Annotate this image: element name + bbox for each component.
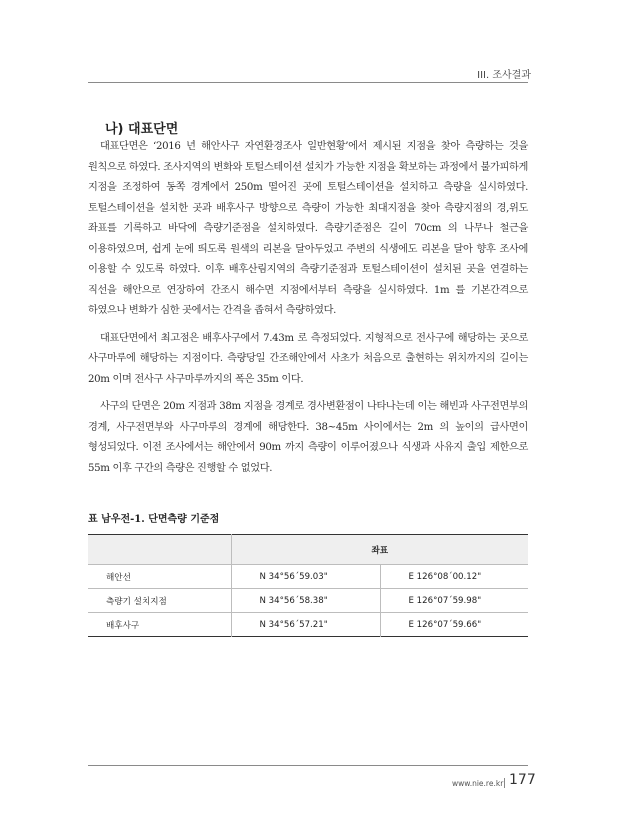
table-row: [88, 613, 528, 637]
longitude-cell: E 126°07´59.98": [380, 589, 528, 613]
latitude-cell: N 34°56´59.03": [231, 565, 380, 589]
survey-point-table: [88, 534, 528, 637]
table-row: [88, 589, 528, 613]
longitude-cell: E 126°07´59.66": [380, 613, 528, 637]
paragraph-2: 대표단면에서 최고점은 배후사구에서 7.43m 로 측정되었다. 지형적으로 전사구에 해당하는 곳으로 사구마루에 해당하는 지점이다. 측량당일 간조해안에서 사초가 처음으로 출현하는 위치까지의 길이는 20m 이며 전사구 사구마루까지의 폭은 35m 이다.: [88, 332, 528, 385]
footer-separator: [504, 778, 505, 788]
section-label: III. 조사결과: [477, 70, 531, 81]
table-header-row: [88, 535, 528, 565]
body-text: [88, 137, 528, 486]
latitude-cell: N 34°56´57.21": [231, 613, 380, 637]
footer-url: www.nie.re.kr: [452, 779, 504, 788]
latitude-cell: N 34°56´58.38": [231, 589, 380, 613]
header-empty-cell: [88, 535, 231, 565]
row-label: 측량기 설치지점: [106, 596, 167, 607]
table-caption: 표 남우전-1. 단면측량 기준점: [88, 514, 220, 525]
table-row: [88, 565, 528, 589]
paragraph-3: 사구의 단면은 20m 지점과 38m 지점을 경계로 경사변환점이 나타나는데 이는 해빈과 사구전면부의 경계, 사구전면부와 사구마루의 경계에 해당한다. 38~45m 사이에서는 2m 의 높이의 급사면이 형성되었다. 이전 조사에서는 해안에서 90m 까지 측량이 이루어졌으나 식생과 사유지 출입 제한으로 55m 이후 구간의 측량은 진행할 수 없었다.: [88, 401, 528, 474]
row-label: 해안선: [106, 572, 131, 583]
page-number: 177: [509, 772, 536, 788]
coordinate-header: 좌표: [231, 535, 528, 565]
footer-divider: [88, 765, 528, 766]
header-divider: [88, 82, 528, 83]
paragraph-1: 대표단면은 ‘2016 년 해안사구 자연환경조사 일반현황’에서 제시된 지점을 찾아 측량하는 것을 원칙으로 하였다. 조사지역의 변화와 토털스테이션 설치가 가능한 지점을 확보하는 과정에서 불가피하게 지점을 조정하여 동쪽 경계에서 250m 떨어진 곳에 토털스테이션을 설치하고 측량을 실시하였다. 토털스테이션을 설치한 곳과 배후사구 방향으로 측량이 가능한 최대지점을 찾아 측량지점의 경,위도 좌표를 기록하고 바닥에 측량기준점을 설치하였다. 측량기준점은 길이 70cm 의 나무나 철근을 이용하였으며, 쉽게 눈에 띄도록 원색의 리본을 달아두었고 주변의 식생에도 리본을 달아 향후 조사에 이용할 수 있도록 하였다. 이후 배후산림지역의 측량기준점과 토털스테이션이 설치된 곳을 연결하는 직선을 해안으로 연장하여 간조시 해수면 지점에서부터 측량을 실시하였다. 1m 를 기본간격으로 하였으나 변화가 심한 곳에서는 간격을 좁혀서 측량하였다.: [88, 141, 528, 316]
longitude-cell: E 126°08´00.12": [380, 565, 528, 589]
row-label: 배후사구: [106, 620, 140, 631]
section-subheading: 나) 대표단면: [105, 122, 179, 137]
